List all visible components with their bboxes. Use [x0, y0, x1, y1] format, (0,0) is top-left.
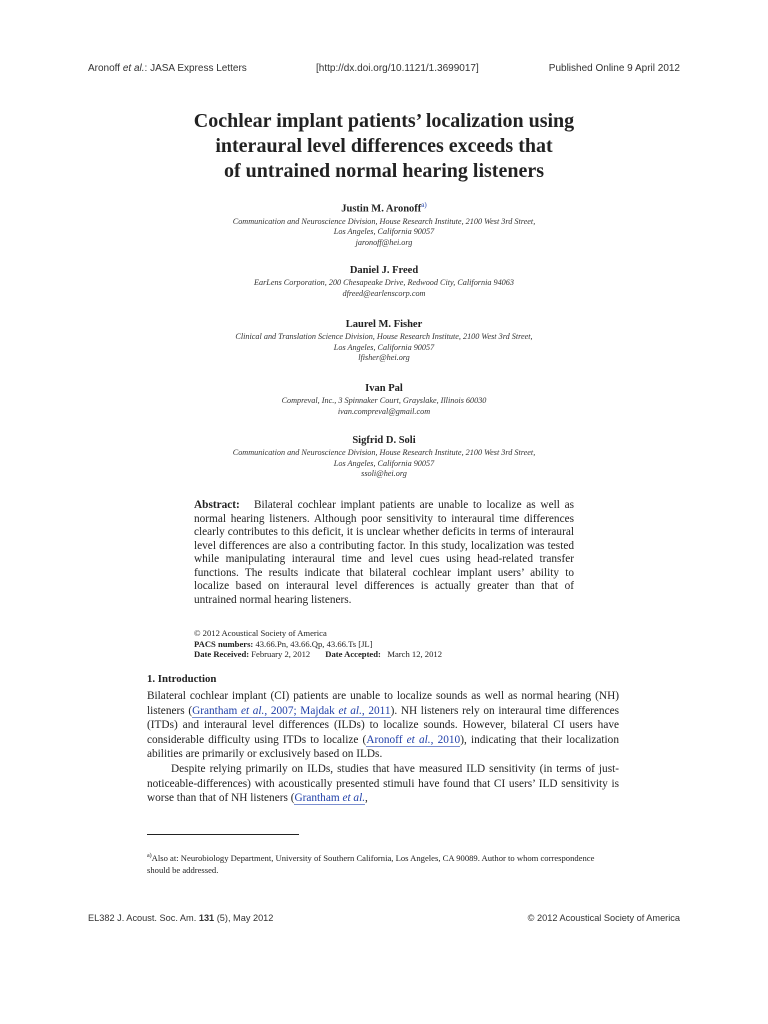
citation-link[interactable]: Aronoff et al., 2010: [366, 733, 461, 746]
author-affiliation: Los Angeles, California 90057: [333, 458, 435, 468]
footnote-marker: a): [147, 853, 152, 859]
author-affiliation: Los Angeles, California 90057: [333, 227, 435, 236]
paragraph: Despite relying primarily on ILDs, studies that have measured ILD sensitivity (in terms of just-noticeable-differences) with acoustically presented stimuli have found that CI users’ ILD sensitivity is worse than that of NH listeners (Grantham et al.,: [147, 762, 619, 805]
author-footnote-marker[interactable]: a): [421, 201, 427, 209]
article-metadata: [194, 628, 442, 660]
footnote-divider: [147, 834, 299, 835]
doi-link[interactable]: [http://dx.doi.org/10.1121/1.3699017]: [316, 63, 479, 74]
title-line: of untrained normal hearing listeners: [224, 160, 544, 182]
publication-date: Published Online 9 April 2012: [548, 63, 680, 74]
author-name: Ivan Pal: [365, 383, 403, 394]
author-affiliation: Compreval, Inc., 3 Spinnaker Court, Grayslake, Illinois 60030: [281, 396, 487, 405]
pacs-line: PACS numbers: 43.66.Pn, 43.66.Qp, 43.66.Ts [JL]: [194, 638, 373, 649]
copyright-line: © 2012 Acoustical Society of America: [194, 628, 327, 638]
paragraph: Bilateral cochlear implant (CI) patients are unable to localize sounds as well as normal hearing (NH) listeners (Grantham et al., 2007; Majdak et al., 2011). NH listeners rely on interaural time differences (ITDs) and interaural level differences (ILDs) to localize sounds. However, bilateral CI users have considerable difficulty using ITDs to localize (Aronoff et al., 2010), indicating that their localization abilities are primarily or exclusively based on ILDs.: [147, 690, 619, 761]
citation-link[interactable]: Grantham et al., 2007; Majdak et al., 2011: [192, 704, 391, 717]
journal-citation-footer: EL382 J. Acoust. Soc. Am. 131 (5), May 2012: [88, 913, 274, 923]
abstract: [194, 499, 574, 607]
author-name: Justin M. Aronoff$^{a)}$: [341, 201, 427, 215]
author-name: Daniel J. Freed: [349, 265, 419, 276]
author-email[interactable]: jaronoff@hei.org: [355, 237, 413, 247]
author-affiliation: Clinical and Translation Science Division, House Research Institute, 2100 West 3rd Street,: [235, 332, 533, 341]
author-affiliation: Los Angeles, California 90057: [333, 342, 435, 352]
running-header-left: Aronoff et al.: JASA Express Letters: [88, 63, 247, 74]
dates-line: Date Received: February 2, 2012 Date Accepted: March 12, 2012: [194, 649, 442, 659]
author-name: Laurel M. Fisher: [345, 319, 423, 330]
section-body: [147, 689, 619, 806]
copyright-footer: © 2012 Acoustical Society of America: [527, 913, 680, 923]
author-email[interactable]: lfisher@hei.org: [358, 353, 410, 362]
title-line: interaural level differences exceeds that: [215, 135, 553, 157]
author-block: [150, 382, 618, 417]
paper-title: [0, 109, 768, 184]
author-affiliation: Communication and Neuroscience Division, House Research Institute, 2100 West 3rd Street,: [232, 216, 536, 226]
author-email[interactable]: ivan.compreval@gmail.com: [337, 406, 431, 416]
abstract-label: Abstract:: [194, 499, 240, 511]
author-affiliation: EarLens Corporation, 200 Chesapeake Drive, Redwood City, California 94063: [254, 278, 514, 287]
author-block: [150, 434, 618, 480]
author-block: [150, 318, 618, 364]
author-block: [150, 198, 618, 248]
author-block: [150, 264, 618, 299]
section-heading: 1. Introduction: [147, 673, 217, 685]
title-line: Cochlear implant patients’ localization using: [193, 110, 575, 132]
author-email[interactable]: dfreed@earlenscorp.com: [342, 288, 426, 298]
footnote: [147, 850, 619, 877]
author-affiliation: Communication and Neuroscience Division, House Research Institute, 2100 West 3rd Street,: [232, 448, 536, 457]
footnote-text: Also at: Neurobiology Department, University of Southern California, Los Angeles, CA 90089. Author to whom correspondence should be addressed.: [147, 852, 595, 876]
author-email[interactable]: ssoli@hei.org: [361, 469, 407, 478]
citation-link[interactable]: Grantham et al.: [294, 792, 366, 805]
abstract-text: Bilateral cochlear implant patients are unable to localize as well as normal hearing listeners. Although poor sensitivity to interaural time differences clearly contributes to this deficit, it is unclear whether deficits in terms of interaural level differences are also a contributing factor. In this study, localization was tested while manipulating interaural time and level cues using head-related transfer functions. The results indicate that bilateral cochlear implant users’ ability to localize based on interaural level differences is actually greater than that of untrained normal hearing listeners.: [194, 499, 574, 606]
author-name: Sigfrid D. Soli: [352, 435, 416, 446]
